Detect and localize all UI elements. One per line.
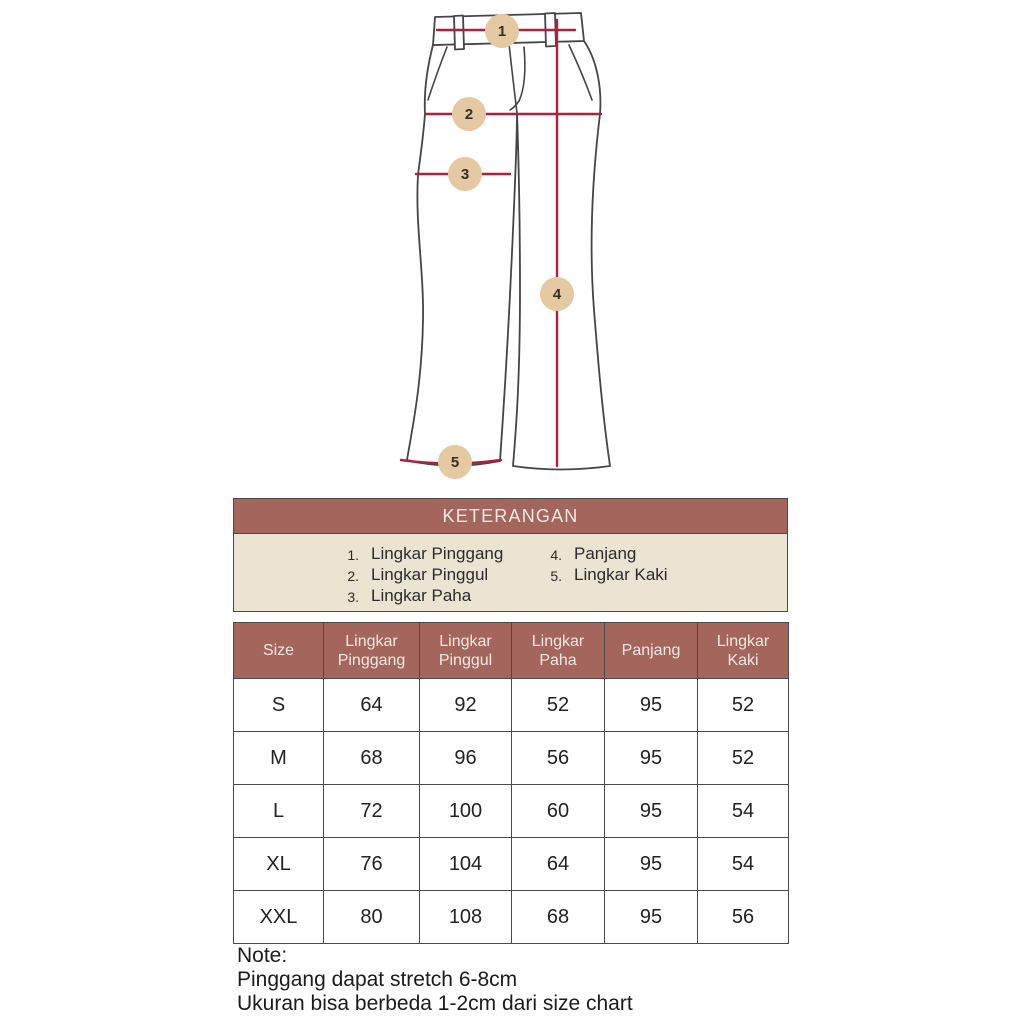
table-row <box>234 838 789 891</box>
value-cell: 64 <box>324 679 420 732</box>
column-header: Lingkar Pinggul <box>420 623 512 679</box>
note-line: Pinggang dapat stretch 6-8cm <box>237 968 518 991</box>
column-header: Lingkar Pinggang <box>324 623 420 679</box>
legend-box <box>233 498 788 612</box>
header-row <box>234 623 789 679</box>
measure-marker-1: 1 <box>485 14 519 48</box>
value-cell: 60 <box>512 785 605 838</box>
legend-item <box>542 544 668 565</box>
legend-column-right <box>542 544 668 607</box>
value-cell: 95 <box>605 838 698 891</box>
size-cell: L <box>234 785 324 838</box>
legend-title: KETERANGAN <box>234 499 787 534</box>
value-cell: 56 <box>512 732 605 785</box>
legend-item-label: Lingkar Pinggul <box>371 565 489 584</box>
table-row <box>234 732 789 785</box>
value-cell: 68 <box>324 732 420 785</box>
size-table-body <box>234 679 789 944</box>
measure-marker-4: 4 <box>540 277 574 311</box>
legend-item-label: Lingkar Kaki <box>574 565 668 584</box>
value-cell: 104 <box>420 838 512 891</box>
value-cell: 95 <box>605 679 698 732</box>
column-header: Panjang <box>605 623 698 679</box>
legend-item <box>542 565 668 586</box>
legend-item <box>339 565 514 586</box>
value-cell: 95 <box>605 891 698 944</box>
legend-item-label: Panjang <box>574 544 637 563</box>
size-table <box>233 622 789 944</box>
legend-item-number: 5. <box>550 568 562 584</box>
value-cell: 96 <box>420 732 512 785</box>
table-row <box>234 891 789 944</box>
legend-item <box>339 586 514 607</box>
value-cell: 95 <box>605 785 698 838</box>
value-cell: 100 <box>420 785 512 838</box>
size-cell: S <box>234 679 324 732</box>
table-row <box>234 679 789 732</box>
size-cell: XXL <box>234 891 324 944</box>
value-cell: 68 <box>512 891 605 944</box>
column-header: Lingkar Kaki <box>698 623 789 679</box>
pants-illustration <box>0 0 1024 492</box>
measure-marker-3: 3 <box>448 157 482 191</box>
note-title: Note: <box>237 944 288 967</box>
value-cell: 52 <box>698 679 789 732</box>
measure-marker-5: 5 <box>438 445 472 479</box>
value-cell: 95 <box>605 732 698 785</box>
size-cell: XL <box>234 838 324 891</box>
legend-item-number: 2. <box>347 568 359 584</box>
value-cell: 52 <box>512 679 605 732</box>
size-table-header <box>234 623 789 679</box>
value-cell: 54 <box>698 838 789 891</box>
value-cell: 92 <box>420 679 512 732</box>
column-header: Lingkar Paha <box>512 623 605 679</box>
note <box>237 944 633 1016</box>
pants-line-art <box>0 0 1024 492</box>
value-cell: 56 <box>698 891 789 944</box>
legend-item-label: Lingkar Paha <box>371 586 472 605</box>
value-cell: 52 <box>698 732 789 785</box>
legend-item <box>339 544 514 565</box>
legend-item-number: 1. <box>347 547 359 563</box>
note-line: Ukuran bisa berbeda 1-2cm dari size chart <box>237 992 633 1015</box>
legend-item-label: Lingkar Pinggang <box>371 544 504 563</box>
value-cell: 80 <box>324 891 420 944</box>
legend-item-number: 3. <box>347 589 359 605</box>
legend-item-number: 4. <box>550 547 562 563</box>
measure-marker-2: 2 <box>452 97 486 131</box>
value-cell: 76 <box>324 838 420 891</box>
table-row <box>234 785 789 838</box>
column-header: Size <box>234 623 324 679</box>
value-cell: 54 <box>698 785 789 838</box>
legend-column-left <box>339 544 514 607</box>
pants-body <box>407 41 610 470</box>
belt-loop-left <box>454 16 464 50</box>
value-cell: 108 <box>420 891 512 944</box>
legend-body <box>234 534 787 607</box>
value-cell: 72 <box>324 785 420 838</box>
value-cell: 64 <box>512 838 605 891</box>
size-cell: M <box>234 732 324 785</box>
